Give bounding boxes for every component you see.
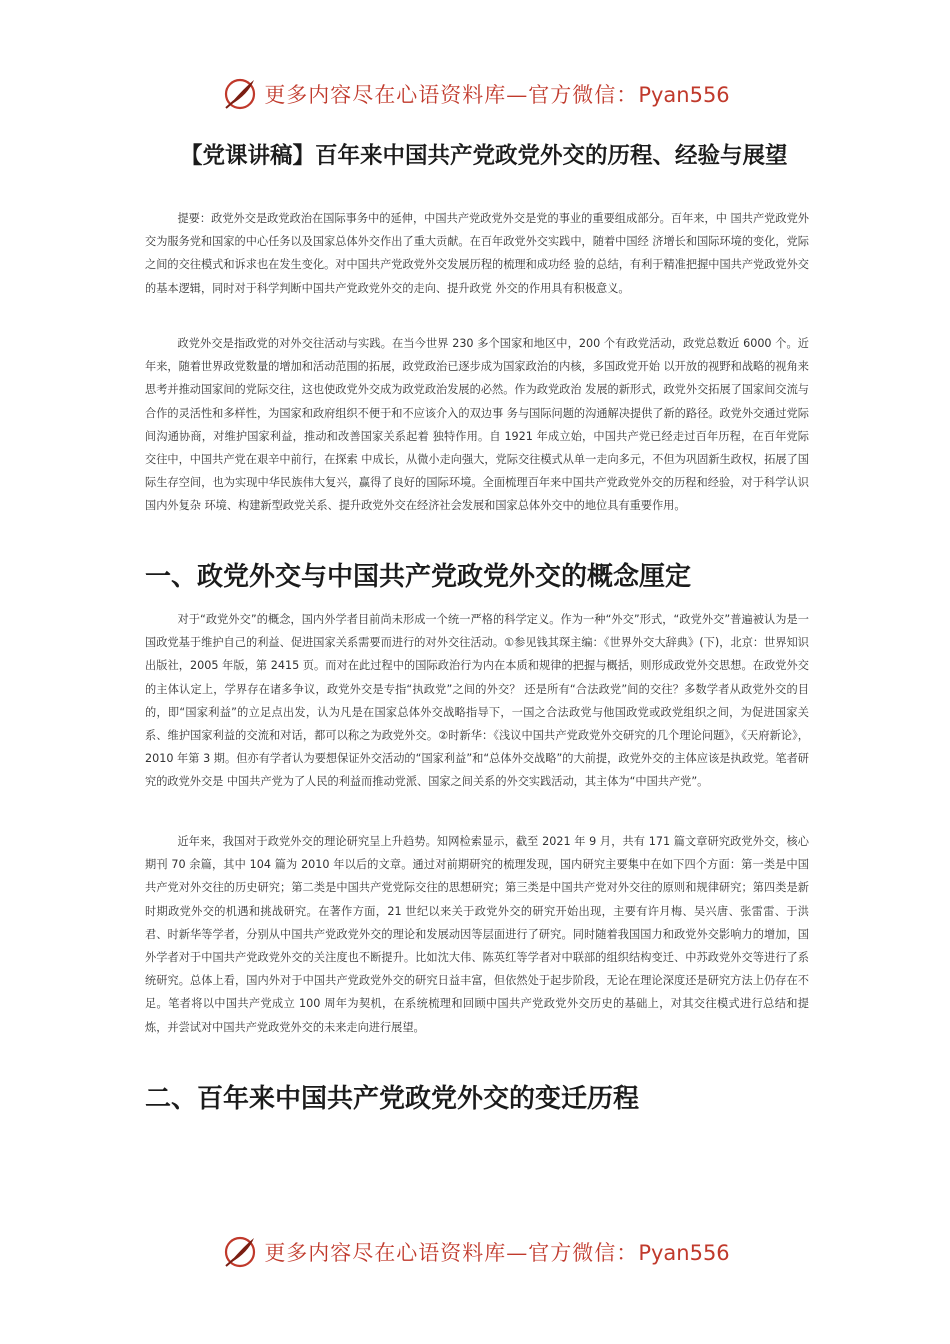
section-1-paragraph-2: 近年来，我国对于政党外交的理论研究呈上升趋势。知网检索显示，截至 2021 年 9 月，共有 171 篇文章研究政党外交，核心期刊 70 余篇，其中 104 篇为 2010 年以后的文章。通过对前期研究的梳理发现，国内研究主要集中在如下四个方面：第一类是中国共产党对外交往的历史研究；第二类是中国共产党党际交往的思想研究；第三类是中国共产党对外交往的原则和规律研究；第四类是新时期政党外交的机遇和挑战研究。在著作方面，21 世纪以来关于政党外交的研究开始出现，主要有许月梅、吴兴唐、张雷雷、于洪君、时新华等学者，分别从中国共产党政党外交的理论和发展动因等层面进行了研究。同时随着我国国力和政党外交影响力的增加，国外学者对于中国共产党政党外交的关注度也不断提升。比如沈大伟、陈英红等学者对中联部的组织结构变迁、中苏政党外交等进行了系统研究。总体上看，国内外对于中国共产党政党外交的研究日益丰富，但依然处于起步阶段，无论在理论深度还是研究方法上仍存在不足。笔者将以中国共产党成立 100 周年为契机，在系统梳理和回顾中国共产党政党外交历史的基础上，对其交往模式进行总结和提炼，并尝试对中国共产党政党外交的未来走向进行展望。	[145, 835, 809, 1034]
section-1-paragraph-1: 对于“政党外交”的概念，国内外学者目前尚未形成一个统一严格的科学定义。作为一种“外交”形式，“政党外交”普遍被认为是一国政党基于维护自己的利益、促进国家关系需要而进行的对外交往活动。①参见钱其琛主编：《世界外交大辞典》(下)，北京：世界知识出版社，2005 年版，第 2415 页。而对在此过程中的国际政治行为内在本质和规律的把握与概括，则形成政党外交思想。在政党外交的主体认定上，学界存在诸多争议，政党外交是专指“执政党”之间的外交？ 还是所有“合法政党”间的交往？多数学者从政党外交的目的，即“国家利益”的立足点出发，认为凡是在国家总体外交战略指导下，一国之合法政党与他国政党或政党组织之间，为促进国家关系、维护国家利益的交流和对话，都可以称之为政党外交。②时新华：《浅议中国共产党政党外交研究的几个理论问题》，《天府新论》，2010 年第 3 期。但亦有学者认为要想保证外交活动的“国家利益”和“总体外交战略”的大前提，政党外交的主体应该是执政党。笔者研究的政党外交是 中国共产党为了人民的利益而推动党派、国家之间关系的外交实践活动，其主体为“中国共产党”。	[145, 613, 809, 789]
quill-logo-icon	[220, 1232, 260, 1272]
abstract-paragraph: 提要：政党外交是政党政治在国际事务中的延伸，中国共产党政党外交是党的事业的重要组成部分。百年来，中 国共产党政党外交为服务党和国家的中心任务以及国家总体外交作出了重大贡献。在百年政党外交实践中，随着中国经 济增长和国际环境的变化，党际之间的交往模式和诉求也在发生变化。对中国共产党政党外交发展历程的梳理和成功经 验的总结，有利于精准把握中国共产党政党外交的基本逻辑，同时对于科学判断中国共产党政党外交的走向、提升政党 外交的作用具有积极意义。	[145, 212, 809, 295]
watermark-footer	[0, 1232, 950, 1272]
intro-paragraph: 政党外交是指政党的对外交往活动与实践。在当今世界 230 多个国家和地区中，200 个有政党活动，政党总数近 6000 个。近年来，随着世界政党数量的增加和活动范围的拓展，政党政治已逐步成为国家政治的内核，多国政党开始 以开放的视野和战略的视角来思考并推动国家间的党际交往，这也使政党外交成为政党政治发展的必然。作为政党政治 发展的新形式，政党外交拓展了国家间交流与合作的灵活性和多样性，为国家和政府组织不便于和不应该介入的双边事 务与国际问题的沟通解决提供了新的路径。政党外交通过党际间沟通协商，对维护国家利益，推动和改善国家关系起着 独特作用。自 1921 年成立始，中国共产党已经走过百年历程，在百年党际交往中，中国共产党在艰辛中前行，在探索 中成长，从微小走向强大，党际交往模式从单一走向多元，不但为巩固新生政权，拓展了国际生存空间，也为实现中华民族伟大复兴，赢得了良好的国际环境。全面梳理百年来中国共产党政党外交的历程和经验，对于科学认识国内外复杂 环境、构建新型政党关系、提升政党外交在经济社会发展和国家总体外交中的地位具有重要作用。	[145, 337, 809, 513]
watermark-text: 更多内容尽在心语资料库—官方微信：Pyan556	[264, 1241, 730, 1265]
section-1-heading: 一、政党外交与中国共产党政党外交的概念厘定	[145, 562, 692, 592]
page-title: 【党课讲稿】百年来中国共产党政党外交的历程、经验与展望	[180, 143, 788, 169]
quill-logo-icon	[220, 74, 260, 114]
watermark-wechat-id: Pyan556	[638, 1241, 730, 1265]
section-2-heading: 二、百年来中国共产党政党外交的变迁历程	[145, 1084, 640, 1114]
watermark-text: 更多内容尽在心语资料库—官方微信：Pyan556	[264, 83, 730, 107]
watermark-wechat-id: Pyan556	[638, 83, 730, 107]
watermark-header	[0, 74, 950, 114]
